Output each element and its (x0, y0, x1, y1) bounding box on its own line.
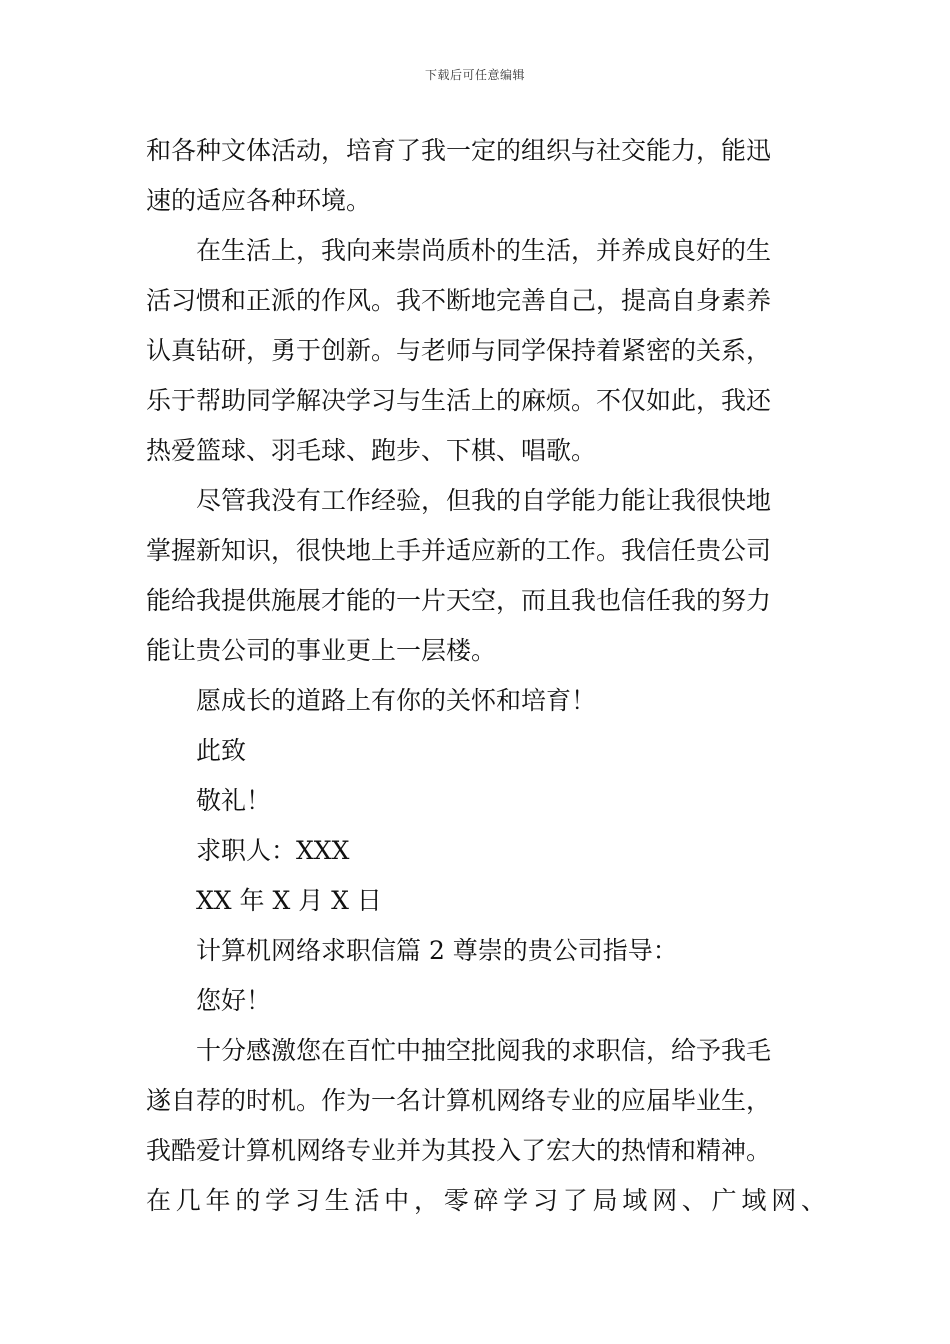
letter-date: XX 年 X 月 X 日 (196, 886, 382, 915)
text-line: 活习惯和正派的作风。我不断地完善自己，提高自身素养 (146, 286, 772, 315)
text-line: 在几年的学习生活中，零碎学习了局域网、广域网、 (146, 1186, 826, 1215)
applicant-name: 求职人：XXX (196, 836, 350, 865)
text-line: 我酷爱计算机网络专业并为其投入了宏大的热情和精神。 (146, 1136, 772, 1165)
text-line: 热爱篮球、羽毛球、跑步、下棋、唱歌。 (146, 436, 597, 465)
text-line: 愿成长的道路上有你的关怀和培育！ (196, 686, 597, 715)
page-header: 下载后可任意编辑 (424, 68, 525, 82)
text-line: 乐于帮助同学解决学习与生活上的麻烦。不仅如此，我还 (146, 386, 772, 415)
text-line: 速的适应各种环境。 (146, 186, 372, 215)
text-line: 十分感激您在百忙中抽空批阅我的求职信，给予我毛 (196, 1036, 772, 1065)
text-line: 能给我提供施展才能的一片天空，而且我也信任我的努力 (146, 586, 772, 615)
text-line: 和各种文体活动，培育了我一定的组织与社交能力，能迅 (146, 136, 772, 165)
greeting: 您好！ (196, 986, 272, 1015)
document-body (146, 126, 826, 1226)
text-line: 在生活上，我向来崇尚质朴的生活，并养成良好的生 (196, 236, 772, 265)
section-heading: 计算机网络求职信篇 2 尊崇的贵公司指导： (196, 936, 678, 965)
text-line: 能让贵公司的事业更上一层楼。 (146, 636, 497, 665)
text-line: 认真钻研，勇于创新。与老师与同学保持着紧密的关系， (146, 336, 772, 365)
text-line: 掌握新知识，很快地上手并适应新的工作。我信任贵公司 (146, 536, 772, 565)
text-line: 遂自荐的时机。作为一名计算机网络专业的应届毕业生， (146, 1086, 772, 1115)
closing-salutation: 此致 (196, 736, 247, 765)
closing-regards: 敬礼！ (196, 786, 272, 815)
text-line: 尽管我没有工作经验，但我的自学能力能让我很快地 (196, 486, 772, 515)
